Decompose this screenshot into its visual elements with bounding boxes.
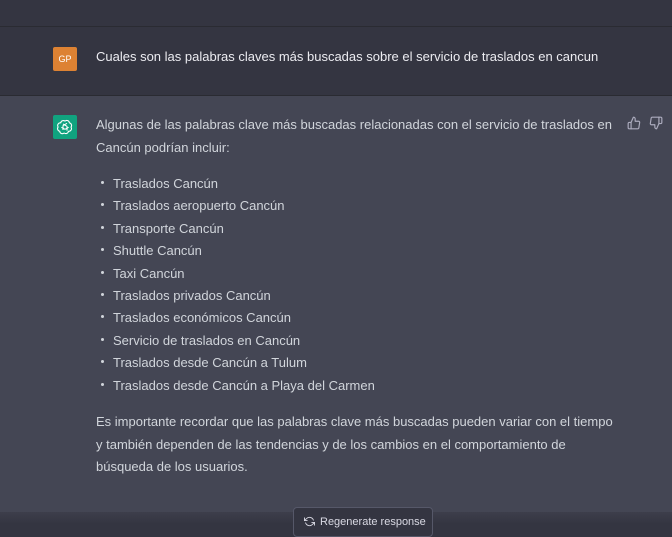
assistant-message-content [96,114,616,479]
assistant-outro: Es importante recordar que las palabras clave más buscadas pueden variar con el tiempo y también dependen de las tendencias y de los cambios en el comportamiento de búsqueda de los usuarios. [96,414,613,475]
user-avatar-initials: GP [58,54,72,64]
keyword-list [96,173,616,397]
assistant-avatar [53,115,77,139]
thumbs-down-button[interactable] [649,116,663,130]
list-item: Traslados aeropuerto Cancún [96,195,616,217]
assistant-intro: Algunas de las palabras clave más buscadas relacionadas con el servicio de traslados en Cancún podrían incluir: [96,117,612,155]
list-item: Shuttle Cancún [96,240,616,262]
list-item: Traslados privados Cancún [96,285,616,307]
list-item: Servicio de traslados en Cancún [96,330,616,352]
openai-logo-icon [57,119,73,135]
list-item: Traslados desde Cancún a Tulum [96,352,616,374]
assistant-message-row [0,96,672,512]
list-item: Traslados Cancún [96,173,616,195]
list-item: Taxi Cancún [96,263,616,285]
user-message-text: Cuales son las palabras claves más buscadas sobre el servicio de traslados en cancun [96,49,599,64]
refresh-icon [304,516,315,527]
list-item: Transporte Cancún [96,218,616,240]
list-item: Traslados desde Cancún a Playa del Carmen [96,375,616,397]
user-avatar [53,47,77,71]
user-message-row [0,27,672,96]
thumbs-up-icon [627,116,641,130]
feedback-actions [627,116,663,130]
thumbs-down-icon [649,116,663,130]
regenerate-label: Regenerate response [320,516,426,528]
list-item: Traslados económicos Cancún [96,307,616,329]
regenerate-response-button[interactable] [293,507,433,537]
top-bar [0,0,672,27]
thumbs-up-button[interactable] [627,116,641,130]
